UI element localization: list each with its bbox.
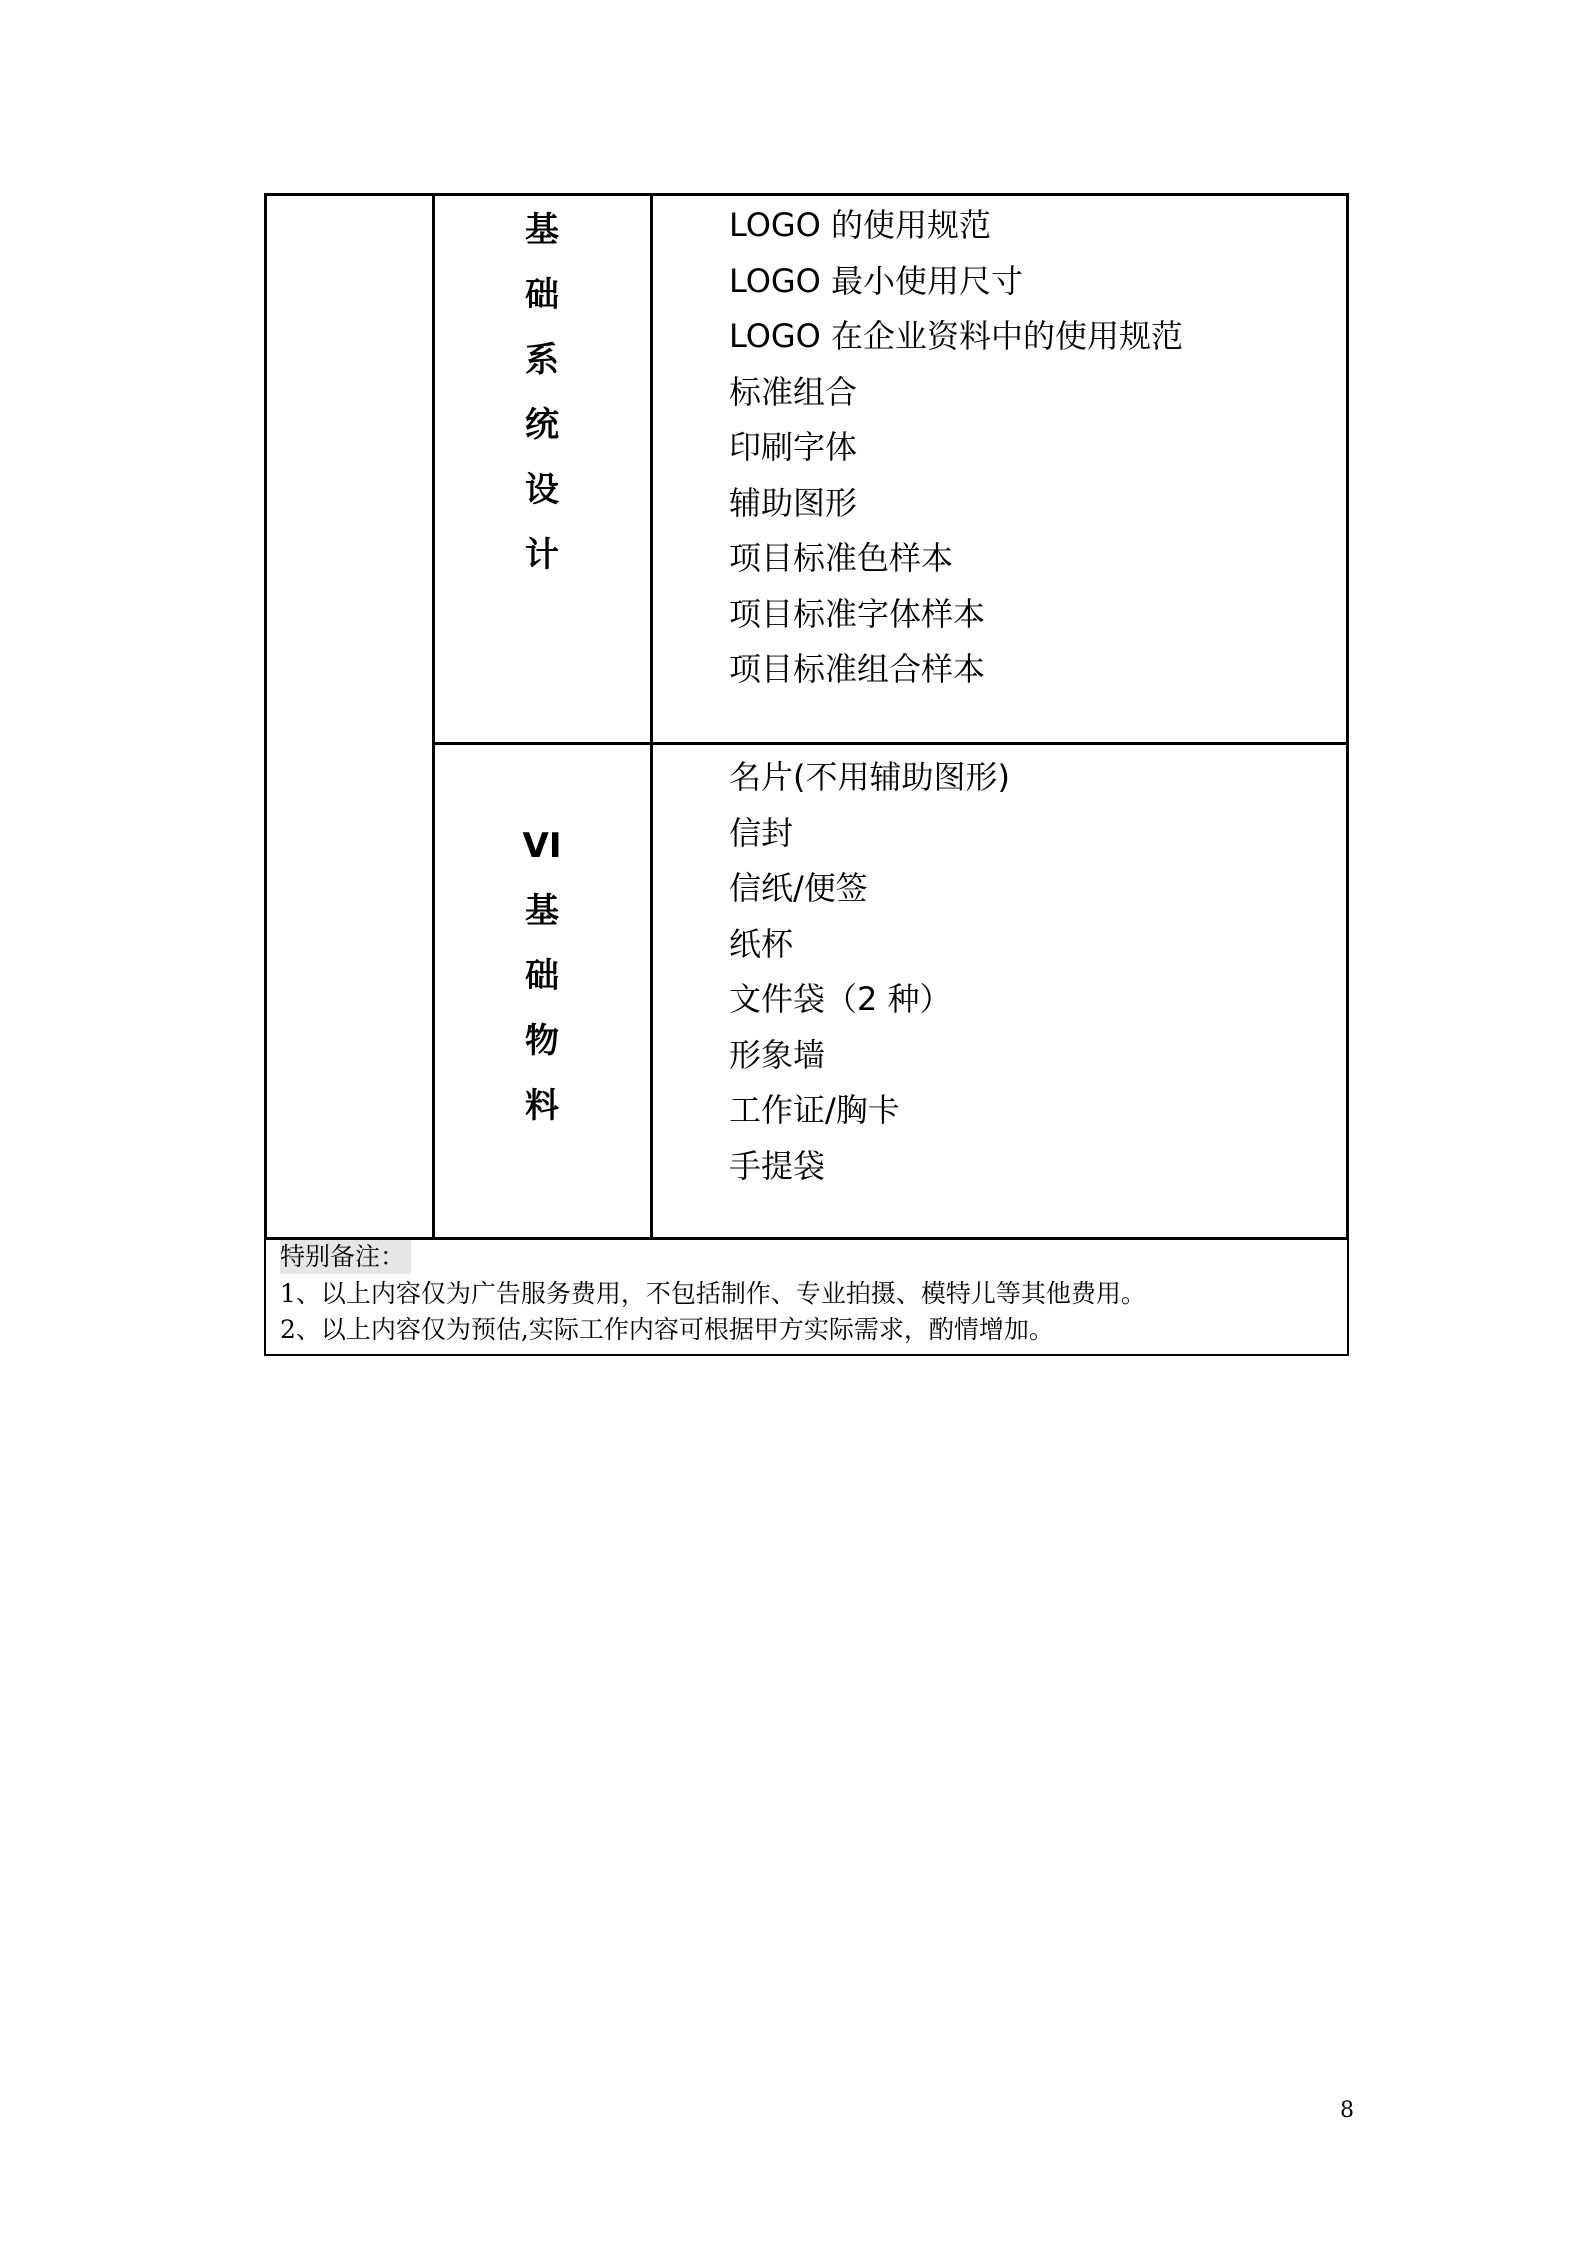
- list-item: LOGO 的使用规范: [729, 206, 992, 244]
- list-item: 纸杯: [729, 924, 794, 963]
- category-char: 基: [525, 210, 559, 250]
- category-char: 计: [525, 535, 559, 575]
- list-item: 印刷字体: [729, 428, 858, 466]
- item-list-basic-system: [729, 198, 1329, 698]
- list-item: 名片(不用辅助图形): [729, 758, 1010, 796]
- item-list-vi-materials: [729, 750, 1329, 1194]
- category-char: 础: [525, 956, 559, 996]
- list-item: 项目标准字体样本: [729, 594, 986, 633]
- list-item: LOGO 最小使用尺寸: [729, 261, 1024, 300]
- list-item: 文件袋（2 种）: [729, 980, 952, 1018]
- list-item: LOGO 在企业资料中的使用规范: [729, 317, 1184, 355]
- list-item: 项目标准色样本: [729, 539, 954, 577]
- notes-line: 1、以上内容仅为广告服务费用，不包括制作、专业拍摄、模特儿等其他费用。: [280, 1279, 1146, 1308]
- table-divider-right: [650, 193, 653, 1240]
- category-label-vi-materials: [435, 814, 649, 1139]
- category-char: VI: [522, 826, 562, 866]
- special-notes: [264, 1238, 1349, 1356]
- list-item: 信封: [729, 813, 794, 852]
- page-number: 8: [1340, 2098, 1354, 2123]
- list-item: 手提袋: [729, 1146, 826, 1185]
- category-char: 统: [525, 405, 559, 445]
- list-item: 信纸/便签: [729, 869, 868, 907]
- list-item: 工作证/胸卡: [729, 1091, 900, 1129]
- category-char: 系: [525, 340, 559, 380]
- list-item: 项目标准组合样本: [729, 650, 986, 688]
- category-char: 物: [525, 1021, 559, 1061]
- category-char: 基: [525, 891, 559, 931]
- category-char: 础: [525, 275, 559, 315]
- list-item: 标准组合: [729, 372, 858, 411]
- list-item: 辅助图形: [729, 483, 858, 522]
- notes-title: 特别备注：: [280, 1240, 411, 1274]
- table-row-divider: [432, 742, 1349, 745]
- list-item: 形象墙: [729, 1035, 826, 1074]
- category-label-basic-system: [435, 198, 649, 588]
- category-char: 设: [525, 470, 559, 510]
- category-char: 料: [525, 1086, 559, 1126]
- notes-line: 2、以上内容仅为预估,实际工作内容可根据甲方实际需求，酌情增加。: [280, 1315, 1054, 1344]
